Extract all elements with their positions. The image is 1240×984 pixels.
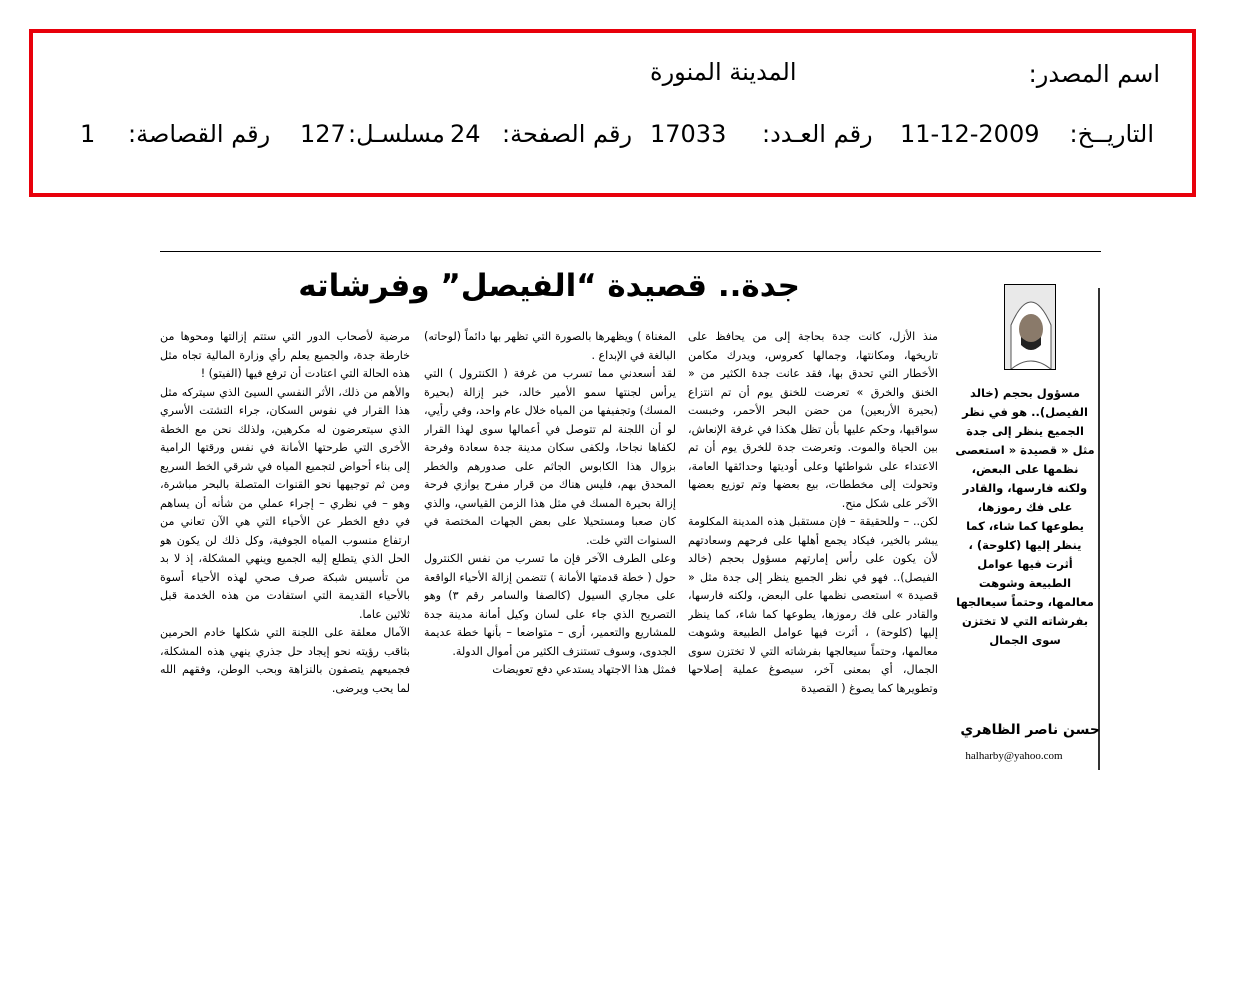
author-name: حسن ناصر الظاهري: [960, 722, 1100, 738]
article-headline: جدة.. قصيدة “الفيصل” وفرشاته: [298, 268, 800, 304]
paragraph: الآمال معلقة على اللجنة التي شكلها خادم الحرمين بثاقب رؤيته نحو إيجاد حل جذري ينهي هذه المشكلة، فجميعهم يتصفون بالنزاهة وبحب الوطن، وفقهم الله لما يحب ويرضى.: [160, 626, 410, 695]
column-divider: [1098, 288, 1100, 770]
paragraph: وعلى الطرف الآخر فإن ما تسرب من نفس الكنترول حول ( خطة قدمتها الأمانة ) تتضمن إزالة الأحياء الواقعة على مجاري السيول (كالصفا والسامر رقم ٣) وهو التصريح الذي جاء على لسان وكيل أمانة مدينة جدة للمشاريع والتعمير، أرى – متواضعا – بأنها خطة عديمة الجدوى، وسوف تستنزف الكثير من أموال الدولة.: [424, 552, 676, 658]
article-column-1: [688, 328, 938, 766]
serial-value: 127: [300, 120, 346, 148]
paragraph: لقد أسعدني مما تسرب من غرفة ( الكنترول ) التي يرأس لجنتها سمو الأمير خالد، خبر إزالة (بحيرة المسك) وتجفيفها من المياه خلال عام واحد، وفي رأيي، لو أن اللجنة لم تتوصل في أعمالها سوى لهذا القرار لكفاها نجاحا، ولكفى سكان مدينة جدة سعادة وفرحة بزوال هذا الكابوس الجاثم على صدورهم والخطر المحدق بهم، فليس هناك من قرار مفرح يوازي فرحة إزالة بحيرة المسك في مثل هذا الزمن القياسي، والذي كان صعبا ومستحيلا على بعض الجهات المختصة في السنوات التي خلت.: [424, 367, 676, 547]
issue-value: 17033: [650, 120, 727, 148]
serial-label: مسلسـل:: [348, 120, 445, 148]
page-label: رقم الصفحة:: [502, 120, 633, 148]
clip-label: رقم القصاصة:: [128, 120, 271, 148]
paragraph: لكن.. – وللحقيقة – فإن مستقبل هذه المدينة المكلومة يبشر بالخير، فيكاد يجمع أهلها على فرحهم وسعادتهم لأن يكون على رأس إمارتهم مسؤول بحجم (خالد الفيصل).. فهو في نظر الجميع ينظر إلى جدة مثل « قصيدة » استعصى نظمها على البعض، ولكنه فارسها، والقادر على فك رموزها، يطوعها كما شاء، كما ينظر إليها (كلوحة) ، أثرت فيها عوامل الطبيعة وشوهت معالمها، وحتماً سيعالجها بفرشاته التي لا تختزن سوى الجمال، أي بمعنى آخر، سيصوغ عملية إصلاحها وتطويرها كما يصوغ ( القصيدة: [688, 515, 938, 695]
page-value: 24: [450, 120, 481, 148]
clip-value: 1: [80, 120, 96, 148]
paragraph: منذ الأزل، كانت جدة بحاجة إلى من يحافظ على تاريخها، ومكانتها، وجمالها كعروس، ويدرك مكامن الأخطار التي تحدق بها، فقد عانت جدة الكثير من « الخنق والخرق » تعرضت للخنق يوم أن تم انتزاع (بحيرة الأربعين) من حضن البحر الأحمر، وخبست سواقيها، وحكم عليها بأن تظل هكذا في غرفة الإنعاش، بين الحياة والموت. وتعرضت جدة للخرق يوم أن تم الاعتداء على شواطئها وعلى أوديتها وحدائقها العامة، وتحولت إلى مخططات، بيع بعضها وتم توزيع بعضها الآخر على شكل منح.: [688, 330, 938, 510]
pull-quote: مسؤول بحجم (خالد الفيصل).. هو في نظر الجميع ينظر إلى جدة مثل « قصيدة « استعصى نظمها على البعض، ولكنه فارسها، والقادر على فك رموزها، يطوعها كما شاء، كما ينظر إليها (كلوحة) ، أثرت فيها عوامل الطبيعة وشوهت معالمها، وحتماً سيعالجها بفرشاته التي لا تختزن سوى الجمال: [955, 386, 1095, 647]
author-photo: [1004, 284, 1056, 370]
issue-label: رقم العـدد:: [762, 120, 873, 148]
paragraph: والأهم من ذلك، الأثر النفسي السيئ الذي سيتركه مثل هذا القرار في نفوس السكان، جراء التشتت الأسري الذي سيتعرضون له مكرهين، ولذلك نحن مع الخطة الأخرى التي طرحتها الأمانة في نفس ورقتها الرامية إلى بناء أحواض لتجميع المياه في شرقي الخط السريع ومن ثم توجيهها نحو القنوات المتصلة بالبحر مباشرة، وهو – في نظري – إجراء عملي من شأنه أن يساهم في دفع الخطر عن الأحياء التي هي الآن تعاني من ارتفاع منسوب المياه الجوفية، وكل ذلك لن يكون هو الحل الذي يتطلع إليه الجميع وينهي المشكلة، إذ لا بد من تأسيس شبكة صرف صحي لهذه الأحياء أسوة بالأحياء القديمة التي استفادت من هذه الخدمة قبل ثلاثين عاما.: [160, 385, 410, 621]
author-email: halharby@yahoo.com: [965, 750, 1063, 762]
source-value: المدينة المنورة: [650, 58, 797, 86]
clipping-info-box: [29, 29, 1196, 197]
article-column-2: [424, 328, 676, 766]
top-rule: [160, 251, 1101, 252]
article-column-3: [160, 328, 410, 766]
paragraph: فمثل هذا الاجتهاد يستدعي دفع تعويضات: [492, 663, 676, 676]
paragraph: مرضية لأصحاب الدور التي ستتم إزالتها ومحوها من خارطة جدة، والجميع يعلم رأي وزارة المالية تجاه مثل هذه الحالة التي اعتادت أن ترفع فيها (الفيتو) !: [160, 330, 410, 380]
date-value: 11-12-2009: [900, 120, 1040, 148]
paragraph: المغناة ) ويظهرها بالصورة التي تظهر بها دائماً (لوحاته) البالغة في الإبداع .: [424, 330, 676, 362]
source-label: اسم المصدر:: [1028, 60, 1160, 88]
date-label: التاريــخ:: [1069, 120, 1154, 148]
